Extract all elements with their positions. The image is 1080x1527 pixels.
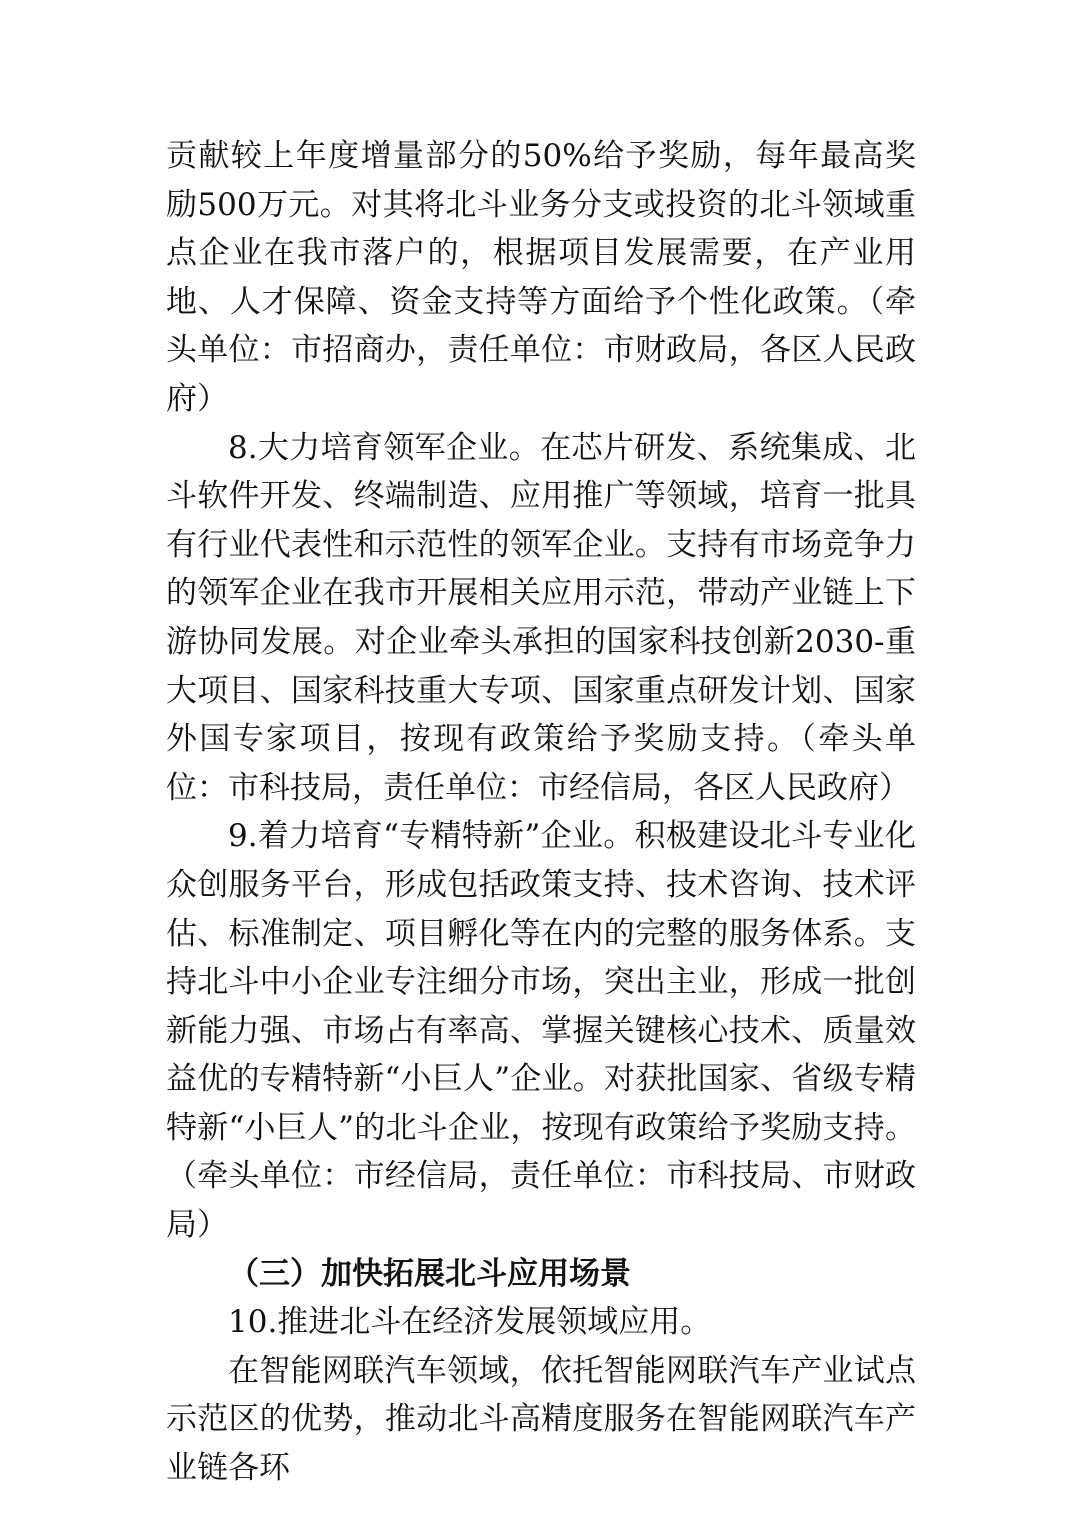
document-body: [166, 132, 916, 1493]
paragraph-item-8: 8.大力培育领军企业。在芯片研发、系统集成、北斗软件开发、终端制造、应用推广等领域，培育一批具有行业代表性和示范性的领军企业。支持有市场竞争力的领军企业在我市开展相关应用示范，带动产业链上下游协同发展。对企业牵头承担的国家科技创新2030-重大项目、国家科技重大专项、国家重点研发计划、国家外国专家项目，按现有政策给予奖励支持。（牵头单位：市科技局，责任单位：市经信局，各区人民政府）: [166, 429, 916, 806]
paragraph-item-10: 10.推进北斗在经济发展领域应用。: [228, 1304, 712, 1341]
paragraph-item-9: 9.着力培育“专精特新”企业。积极建设北斗专业化众创服务平台，形成包括政策支持、技术咨询、技术评估、标准制定、项目孵化等在内的完整的服务体系。支持北斗中小企业专注细分市场，突出主业，形成一批创新能力强、市场占有率高、掌握关键核心技术、质量效益优的专精特新“小巨人”企业。对获批国家、省级专精特新“小巨人”的北斗企业，按现有政策给予奖励支持。（牵头单位：市经信局，责任单位：市科技局、市财政局）: [166, 818, 916, 1244]
section-heading-3: （三）加快拓展北斗应用场景: [228, 1255, 631, 1292]
paragraph-continuation: 贡献较上年度增量部分的50%给予奖励，每年最高奖励500万元。对其将北斗业务分支或投资的北斗领域重点企业在我市落户的，根据项目发展需要，在产业用地、人才保障、资金支持等方面给予个性化政策。（牵头单位：市招商办，责任单位：市财政局，各区人民政府）: [166, 138, 916, 417]
paragraph-vehicle: 在智能网联汽车领域，依托智能网联汽车产业试点示范区的优势，推动北斗高精度服务在智能网联汽车产业链各环: [166, 1352, 916, 1487]
